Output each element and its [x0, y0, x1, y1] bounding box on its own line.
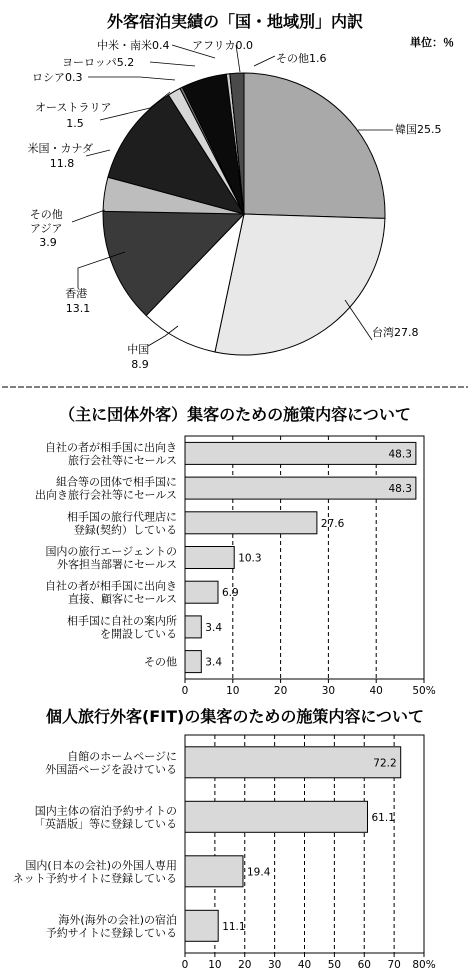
- pie-unit-label: 単位：％: [410, 36, 454, 49]
- label-hongkong: [65, 286, 91, 315]
- bar2-category-label-2-0: 国内(日本の会社)の外国人専用: [25, 858, 177, 872]
- bar1-category-label-3-0: 国内の旅行エージェントの: [45, 545, 177, 558]
- bar1-title: （主に団体外客）集客のための施策内容について: [59, 405, 411, 424]
- bar2-tick-label-8: 80%: [412, 959, 436, 970]
- label-other-asia: [30, 207, 67, 249]
- label-china: [127, 342, 153, 371]
- bar1-bar-1: [185, 477, 416, 499]
- bar1-tick-label-3: 30: [321, 685, 336, 697]
- bar1-bar-3: [185, 547, 234, 569]
- bar1-bar-4: [185, 581, 218, 603]
- bar2-tick-label-3: 30: [267, 959, 282, 970]
- label-hongkong-value: 13.1: [65, 302, 91, 315]
- bar1-category-label-0-0: 自社の者が相手国に出向き: [45, 440, 177, 454]
- label-other-asia-line2: アジア: [29, 222, 63, 235]
- bar1-category-label-1-0: 組合等の団体で相手国に: [56, 475, 177, 489]
- bar2-bar-0: [185, 747, 401, 778]
- bar1-category-label-2-0: 相手国の旅行代理店に: [67, 510, 177, 524]
- bar2-category-label-0-0: 自館のホームページに: [67, 749, 177, 763]
- bar1-category-label-5-1: を開設している: [100, 627, 177, 641]
- pie-leader-line-4: [72, 210, 105, 222]
- bar2-value-label-2: 19.4: [247, 866, 271, 879]
- bar1-value-label-3: 10.3: [238, 552, 262, 565]
- label-other-asia-line1: その他: [29, 208, 63, 221]
- bar1-tick-label-5: 50%: [412, 685, 436, 697]
- bar1-bar-0: [185, 442, 416, 464]
- bar1-value-label-2: 27.6: [320, 517, 345, 530]
- bar1-category-label-4-1: 直接、顧客にセールス: [67, 592, 177, 606]
- bar2-tick-label-2: 20: [238, 959, 252, 970]
- bar2-category-label-3-1: 予約サイトに登録している: [45, 926, 177, 940]
- bar-chart-group-tours: [35, 436, 436, 697]
- bar2-tick-label-4: 40: [297, 959, 312, 970]
- bar1-tick-label-4: 40: [369, 685, 383, 697]
- label-korea: 韓国25.5: [395, 123, 442, 136]
- bar1-tick-label-1: 10: [226, 685, 240, 697]
- pie-slice-1: [215, 214, 385, 355]
- bar2-category-label-2-1: ネット予約サイトに登録している: [12, 871, 177, 885]
- label-australia-name: オーストラリア: [35, 101, 112, 114]
- bar1-category-label-0-1: 旅行会社等にセールス: [67, 453, 177, 467]
- label-china-value: 8.9: [131, 358, 149, 371]
- bar2-tick-label-0: 0: [181, 959, 189, 970]
- bar2-bar-3: [185, 910, 218, 941]
- bar2-bar-2: [185, 856, 243, 887]
- bar2-title: 個人旅行外客(FIT)の集客のための施策内容について: [45, 707, 425, 726]
- pie-leader-line-11: [254, 56, 275, 66]
- label-usa-canada-value: 11.8: [49, 157, 75, 170]
- bar1-bar-5: [185, 616, 201, 638]
- bar2-tick-label-1: 10: [208, 959, 222, 970]
- bar1-category-label-1-1: 出向き旅行会社等にセールス: [34, 488, 177, 502]
- label-usa-canada: [28, 141, 97, 170]
- label-hongkong-name: 香港: [65, 287, 88, 300]
- bar1-category-label-5-0: 相手国に自社の案内所: [67, 614, 177, 628]
- pie-slice-0: [244, 73, 385, 218]
- label-russia: ロシア0.3: [32, 71, 83, 84]
- bar1-value-label-0: 48.3: [388, 448, 412, 461]
- bar2-category-label-1-0: 国内主体の宿泊予約サイトの: [34, 804, 177, 818]
- bar2-tick-label-6: 60: [357, 959, 371, 970]
- bar1-bar-2: [185, 512, 317, 534]
- pie-leader-line-0: [345, 300, 372, 340]
- bar1-category-label-3-1: 外客担当部署にセールス: [56, 558, 177, 571]
- label-other: その他1.6: [276, 52, 327, 65]
- label-australia: [35, 101, 115, 130]
- bar2-tick-label-7: 70: [387, 959, 401, 970]
- label-china-name: 中国: [127, 343, 150, 356]
- bar2-value-label-1: 61.1: [371, 811, 395, 824]
- bar1-category-label-6-0: その他: [144, 655, 177, 669]
- bar2-category-label-3-0: 海外(海外の会社)の宿泊: [58, 913, 177, 927]
- pie-slices: [103, 73, 385, 355]
- bar1-value-label-5: 3.4: [205, 621, 223, 634]
- bar-chart-fit: [13, 735, 436, 970]
- pie-title: 外客宿泊実績の「国・地域別」内訳: [106, 12, 364, 31]
- label-africa: アフリカ0.0: [192, 39, 253, 52]
- bar1-tick-label-0: 0: [181, 685, 189, 697]
- label-taiwan: 台湾27.8: [372, 326, 419, 339]
- label-europe: ヨーロッパ5.2: [62, 56, 135, 69]
- bar1-bar-6: [185, 651, 201, 673]
- label-usa-canada-name: 米国・カナダ: [27, 142, 93, 155]
- bar1-category-label-2-1: 登録(契約）している: [73, 523, 177, 537]
- label-other-asia-value: 3.9: [39, 236, 57, 249]
- bar1-tick-label-2: 20: [273, 685, 288, 697]
- bar2-category-label-0-1: 外国語ページを設けている: [45, 762, 177, 776]
- bar2-bar-1: [185, 801, 368, 832]
- bar2-value-label-0: 72.2: [373, 757, 397, 770]
- bar2-category-label-1-1: 「英語版」等に登録している: [34, 817, 177, 831]
- label-latin-america: 中米・南米0.4: [97, 39, 170, 52]
- bar1-category-label-4-0: 自社の者が相手国に出向き: [45, 579, 177, 593]
- bar1-value-label-6: 3.4: [205, 656, 223, 669]
- bar2-tick-label-5: 50: [327, 959, 342, 970]
- label-australia-value: 1.5: [66, 117, 84, 130]
- bar1-value-label-1: 48.3: [388, 483, 412, 496]
- bar1-value-label-4: 6.9: [222, 587, 239, 600]
- pie-leader-line-8: [150, 62, 195, 66]
- pie-leader-line-7: [88, 77, 175, 80]
- bar2-value-label-3: 11.1: [222, 920, 246, 933]
